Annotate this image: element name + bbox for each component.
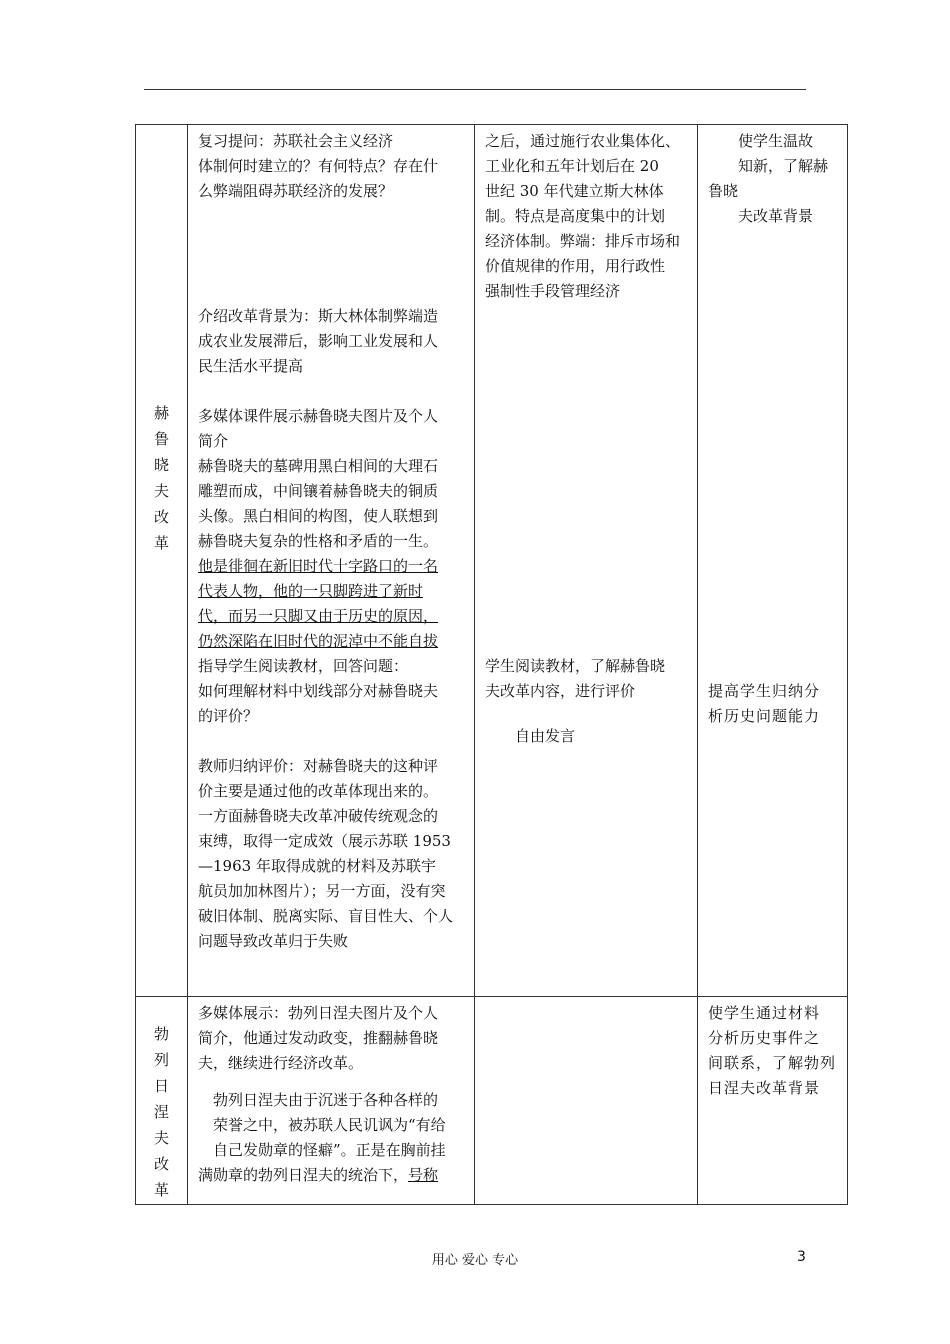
reform-background [198, 304, 464, 379]
intent-brezhnev [708, 1001, 837, 1101]
text-line: 强制性手段管理经济 [485, 282, 621, 300]
text-line: 使学生通过材料 [708, 1004, 821, 1022]
student-activity-cell [475, 997, 698, 1205]
text-line: 夫改革背景 [738, 207, 814, 225]
teacher-activity-cell [188, 125, 475, 997]
text-line: 日 [153, 1077, 169, 1095]
text-line: 代，而另一只脚又由于历史的原因， [198, 607, 439, 625]
text-line: 么弊端阻碍苏联经济的发展？ [198, 182, 394, 200]
text-line: 民生活水平提高 [198, 357, 304, 375]
text-line: 教师归纳评价：对赫鲁晓夫的这种评 [198, 757, 439, 775]
student-answer [485, 129, 687, 304]
text-line: 学生阅读教材，了解赫鲁晓 [485, 657, 666, 675]
text-line: 赫 [153, 404, 169, 422]
free-speech: 自由发言 [515, 727, 576, 745]
text-line: 的评价？ [198, 707, 259, 725]
text-line: 经济体制。弊端：排斥市场和 [485, 232, 681, 250]
text-line: 介绍改革背景为：斯大林体制弊端造 [198, 307, 439, 325]
table-row [136, 125, 848, 997]
text-line: 自己发勋章的怪癖”。正是在胸前挂 [213, 1141, 446, 1159]
text-line: 简介，他通过发动政变，推翻赫鲁晓 [198, 1029, 439, 1047]
text-line: 如何理解材料中划线部分对赫鲁晓夫 [198, 682, 439, 700]
text-line: 制。特点是高度集中的计划 [485, 207, 666, 225]
text-line: 工业化和五年计划后在 20 [485, 157, 659, 175]
text-line: 成农业发展滞后，影响工业发展和人 [198, 332, 439, 350]
text-line: 革 [153, 1181, 169, 1199]
text-line: 日涅夫改革背景 [708, 1079, 821, 1097]
text-line: 问题导致改革归于失败 [198, 932, 349, 950]
text-line: 赫鲁晓夫的墓碑用黑白相间的大理石 [198, 457, 439, 475]
brezhnev-intro [198, 1001, 464, 1076]
text-line: 列 [153, 1051, 169, 1069]
reading-question [198, 654, 464, 729]
multimedia-intro [198, 404, 464, 454]
brezhnev-underlined: 号称 [408, 1166, 439, 1184]
design-intent-cell [698, 125, 848, 997]
text-line: 破旧体制、脱离实际、盲目性大、个人 [198, 907, 454, 925]
text-line: 使学生温故 [738, 132, 814, 150]
text-line: 夫，继续进行经济改革。 [198, 1054, 364, 1072]
text-line: 体制何时建立的？有何特点？存在什 [198, 157, 439, 175]
table-row [136, 997, 848, 1205]
text-line: 知新，了解赫鲁晓 [708, 157, 829, 200]
text-line: 多媒体展示：勃列日涅夫图片及个人 [198, 1004, 439, 1022]
text-line: 简介 [198, 432, 229, 450]
text-line: 航员加加林图片）；另一方面，没有突 [198, 882, 446, 900]
lesson-plan-table [135, 124, 848, 1205]
text-line: 赫鲁晓夫复杂的性格和矛盾的一生。 [198, 532, 439, 550]
text-line: 一方面赫鲁晓夫改革冲破传统观念的 [198, 807, 439, 825]
intent-analysis [708, 679, 837, 729]
vertical-label [136, 125, 187, 556]
text-line: 间联系，了解勃列 [708, 1054, 837, 1072]
tombstone-material [198, 454, 464, 554]
text-line: 勃列日涅夫由于沉迷于各种各样的 [213, 1091, 439, 1109]
text-line: 革 [153, 534, 169, 552]
text-line: 改 [153, 508, 169, 526]
teacher-activity-cell [188, 997, 475, 1205]
text-line: 晓 [153, 456, 169, 474]
intent-review [708, 129, 837, 229]
review-question [198, 129, 464, 204]
text-line: 改 [153, 1155, 169, 1173]
underlined-evaluation [198, 554, 464, 654]
text-line: 夫 [153, 482, 169, 500]
text-line: 鲁 [153, 430, 169, 448]
student-reading [485, 654, 687, 704]
brezhnev-material-last: 满勋章的勃列日涅夫的统治下， [198, 1166, 409, 1184]
vertical-label [136, 997, 187, 1203]
text-line: 雕塑而成，中间镶着赫鲁晓夫的铜质 [198, 482, 439, 500]
text-line: 价主要是通过他的改革体现出来的。 [198, 782, 439, 800]
text-line: 代表人物，他的一只脚跨进了新时 [198, 582, 424, 600]
text-line: 勃 [153, 1025, 169, 1043]
section-label-khrushchev [136, 125, 188, 997]
text-line: 夫 [153, 1129, 169, 1147]
text-line: 荣誉之中，被苏联人民讥讽为“有给 [213, 1116, 446, 1134]
text-line: —1963 年取得成就的材料及苏联宇 [198, 857, 436, 875]
text-line: 价值规律的作用，用行政性 [485, 257, 666, 275]
text-line: 多媒体课件展示赫鲁晓夫图片及个人 [198, 407, 439, 425]
text-line: 复习提问：苏联社会主义经济 [198, 132, 394, 150]
page-number: 3 [797, 1249, 806, 1265]
brezhnev-material [198, 1088, 464, 1163]
text-line: 他是徘徊在新旧时代十字路口的一名 [198, 557, 439, 575]
teacher-summary [198, 754, 464, 954]
text-line: 头像。黑白相间的构图，使人联想到 [198, 507, 439, 525]
text-line: 指导学生阅读教材，回答问题： [198, 657, 409, 675]
design-intent-cell [698, 997, 848, 1205]
text-line: 分析历史事件之 [708, 1029, 821, 1047]
text-line: 提高学生归纳分 [708, 682, 821, 700]
header-rule [144, 89, 806, 90]
text-line: 之后，通过施行农业集体化、 [485, 132, 681, 150]
text-line: 夫改革内容，进行评价 [485, 682, 636, 700]
text-line: 仍然深陷在旧时代的泥淖中不能自拔 [198, 632, 439, 650]
text-line: 涅 [153, 1103, 169, 1121]
section-label-brezhnev [136, 997, 188, 1205]
text-line: 析历史问题能力 [708, 707, 821, 725]
footer-motto: 用心 爱心 专心 [431, 1253, 519, 1268]
student-activity-cell [475, 125, 698, 997]
text-line: 世纪 30 年代建立斯大林体 [485, 182, 664, 200]
text-line: 束缚，取得一定成效（展示苏联 1953 [198, 832, 451, 850]
